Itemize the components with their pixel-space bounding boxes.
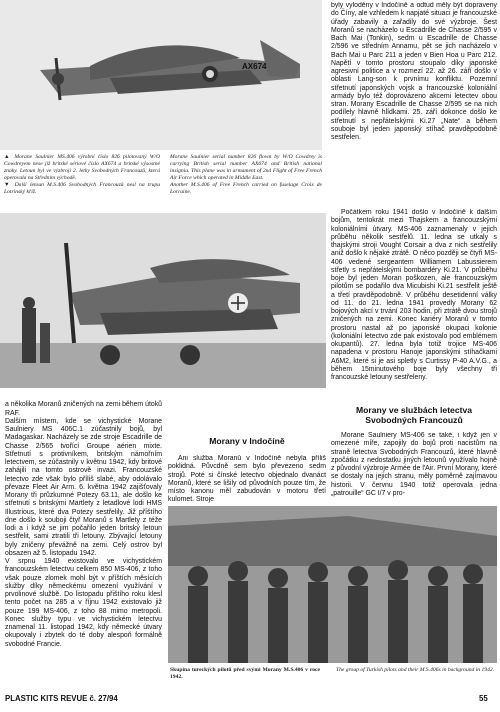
heading-free-french: Morany ve službách letectva Svobodných Francouzů	[355, 405, 473, 425]
paragraph: Ani služba Moranů v Indočíně nebyla příliš poklidná. Půvcdně sem bylo převezeno sedm strojů. Poté si čínské letectvo objednalo dvanáct Moranů, které se lišily od původních pouze tím, že místo kanonu měl zabudován v motoru třetí kulomet. Stroje	[168, 455, 326, 504]
pilots-group-photo	[168, 506, 497, 663]
paragraph: byly vyloděny v Indočíně a odtud měly být dopraveny do Číny, ale vzhledem k napjaté situaci je francouzské úřady zabavily a zařadily do své výzbroje. Šest Moranů se nacházelo u Escadrille de Chasse 2/595 v Bach Mai (Tonkin), sedm u Escadrille de Chasse 2/596 ve středním Annamu, pět se jich nacházelo v Bach Mai u Parc 211 a jeden v Bien Hoa u Parc 212. Napětí v tomto prostoru stoupalo díky japonské agresivní politice a v rozmezí 22. až 26. září došlo v oblasti Lang-son k prvnímu konfliktu. Pozemní střetnutí japonských vojsk a francouzské koloniální armády bylo též doprovázeno akcemi letectev obou stran. Morany Escadrille de Chasse 2/595 se na nich podílely hlavně hlídkami. 25. září dokonce došlo ke střetnutí s nepřátelskými Ki.27 „Nate“ a během souboje byl jeden japonský stíhač pravděpodobně sestřelen.	[331, 2, 497, 141]
serial-marking: AX674	[242, 62, 267, 71]
heading-indochina: Morany v Indočíně	[209, 436, 285, 446]
top-aircraft-photo	[0, 0, 322, 150]
caption-top-en: Morane Saulnier serial number 826 flown by W/O Cowdrey is carrying British serial number AX674 and British national insignia. This plane was in armament of 2nd Flight of Free French Air Force which operated in Middle East. Another M.S.406 of Free French carried on fuselage Croix de Lorraine.	[170, 154, 322, 195]
caption-bottom-cz-text: Skupina tureckých pilotů před svými Morany M.S.406 v roce 1942.	[170, 667, 320, 680]
right-column-upper-text	[331, 2, 497, 208]
left-column-text	[5, 393, 162, 680]
caption-bottom-cz	[170, 667, 320, 687]
footer-magazine-title: PLASTIC KITS REVUE č. 27/94	[5, 694, 118, 703]
caption-bottom-en: The group of Turkish pilots and their M.S.406s in background in 1942.	[336, 667, 495, 673]
paragraph: a několika Moranů zničených na zemi během útoků RAF. Dalším místem, kde se vichystické Morane Saulniery MS 406C.1 zúčastnily bojů, byl Madagaskar. Nacházely se zde stroje Escadrille de Chasse 2/565 tvořící Groupe aérien mixte. Střetnutí s protivníkem, britským námořním letectvem, se zúčastnily v květnu 1942, kdy britové zahájili na tomto ostrově invazi. Francouzské letectvo zde však bylo příliš slabé, aby odolávalo převaze Fleet Air Arm. 6. května 1942 zajišťovaly Morany tři průzkumné Potezy 63.11, ale došlo ke střetnutí s britskými Martlety z letadlové lodi HMS Illustrious, které dva Potezy sestřelily. Již příštího dne došlo k souboji čtyř Moranů s Martlety z téže lodi a i když se jim počařilo jeden britský letoun sestřelit, sami ztratili tři letouny. Zbývající letouny byly zničeny převážně na zemi. Celý ostrov byl obsazen až 5. listopadu 1942. V srpnu 1940 existovalo ve vichystickém francouzském letectvu celkem 850 MS-406, z toho však pouze zlomek mohl být v příštích měsících služby díky německému omezení využívání v prvolinové službě. Do listopadu přištího roku klesl tento počet na 285 a v říjnu 1942 existovalo již pouze 199 MS-406, z toho 88 mimo metropoli. Konec služby typu ve vichystickém letectvu znamenal 11. listopad 1942, kdy německé útvary okupovaly i zbytek do té doby alespoň formálně svobodné Francie.	[5, 401, 162, 648]
ground-aircraft-photo	[0, 213, 326, 388]
caption-top-cz: ▲ Morane Saulnier MS.406 výrobní číslo 826 pilotovaný W/O Cowdreyem nese již britské sériové číslo AX674 a britské výsostné znaky. Letoun byl ve výzbroji 2. letky Svobodných Francouzů, která operovala na Středním východě. ▼ Další letoun M.S.406 Svobodných Francouzů nesl na trupu Lotrinský kříž.	[4, 154, 160, 195]
paragraph: Počátkem roku 1941 došlo v Indočíně k dalším bojům, tentokrát mezi Thajskem a francouzskými koloniálními útvary. MS-406 zaznamenaly v jejich průběhu několik sestřelů. 11. ledna se utkaly s thajskými stroji Vought Corsair a dva z nich sestřelily aniž došlo k nějaké ztrátě. O něco později se čtyři MS-406 vedené sergeantem Williamem Labussierem střetly s nepřátelskými bombardéry Ki.21. V průběhu boje byl jeden Moran poškozen, ale francouzským pilotům se podařilo dva Micubishi Ki.21 sestřelit ještě a třetí pravděpodobně. V průběhu desetidenní války od 11. do 21. ledna 1941 provedly Morany 62 bojových akcí v trvání 203 hodin, při ztrátě dvou strojů zničených na zemi. Konec kariéry Moranů v tomto prostoru nastal až po japonské okupaci kolonie (koloniální letectvo zde pak existovalo pod emblémem okupantů). 27. ledna byla totiž trojice MS-406 napadena v prostoru Hanoje japonskými stíhačkami A6M2, které si je asi spletly s Curtissy P-40 A.V.G., a během 15minutového boje byly všechny tři francouzské letouny sestřeleny.	[331, 209, 497, 381]
right-column-mid-text	[331, 209, 497, 393]
footer-page-number: 55	[479, 694, 488, 703]
middle-column-text	[168, 455, 326, 505]
paragraph: Morane Saulniery MS-406 se také, i když jen v omezené míře, zapojily do bojů proti nacistům na straně letectva Svobodných Francouzů, které hlavně zpočátku z nedostatku jiných letounů využívalo hojně z původní výzbroje Armée de l'Air. První Morany, které se dostaly na jejich stranu, měly poměrně zajímavou historii. V červnu 1940 totiž operovala jedna „patrouille“ GC I/7 v pro-	[331, 432, 497, 497]
right-column-lower-text	[331, 432, 497, 510]
